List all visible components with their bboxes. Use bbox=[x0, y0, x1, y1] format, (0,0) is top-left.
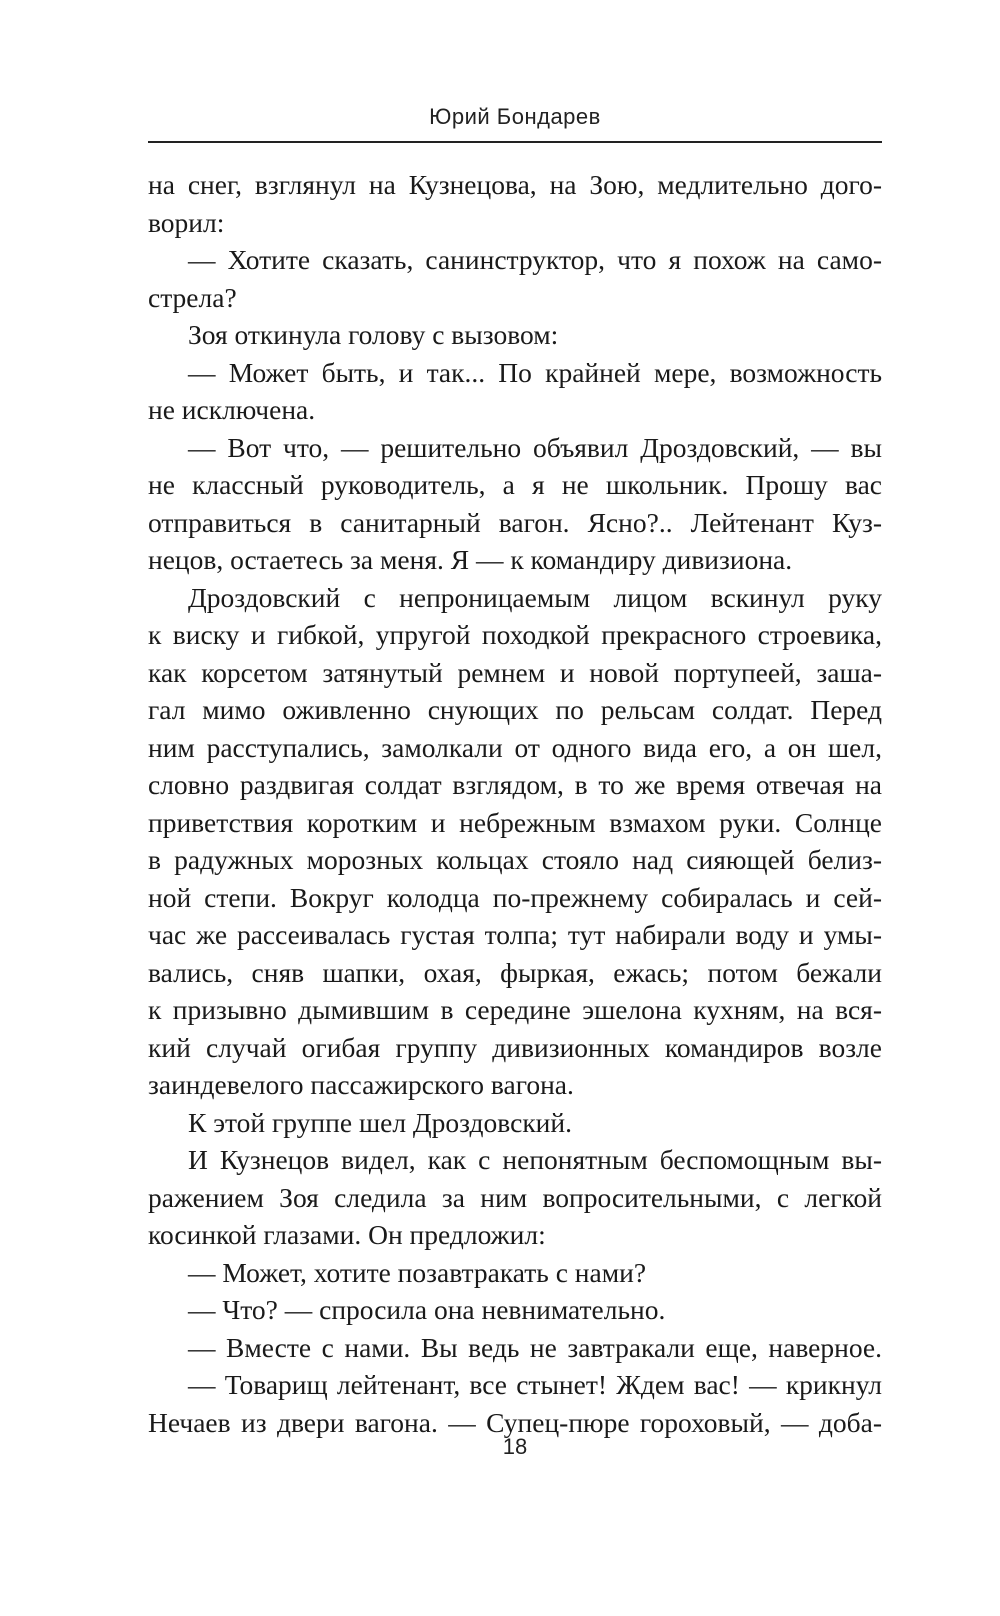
running-head-author: Юрий Бондарев bbox=[429, 104, 601, 129]
page-body-text bbox=[148, 166, 882, 1441]
text-line: — Вместе с нами. Вы ведь не завтракали еще, наверное. bbox=[188, 1331, 882, 1363]
text-line: — Товарищ лейтенант, все стынет! Ждем вас! — крикнул bbox=[188, 1369, 882, 1400]
text-line: заиндевелого пассажирского вагона. bbox=[148, 1069, 574, 1100]
text-line: не классный руководитель, а я не школьник. Прошу вас bbox=[148, 469, 882, 500]
text-line: час же рассеивалась густая толпа; тут набирали воду и умы- bbox=[148, 919, 882, 950]
text-line: не исключена. bbox=[148, 394, 316, 425]
text-line: ражением Зоя следила за ним вопросительными, с легкой bbox=[148, 1181, 882, 1213]
text-line: гал мимо оживленно снующих по рельсам солдат. Перед bbox=[148, 694, 882, 725]
text-line: Нечаев из двери вагона. — Супец-пюре гороховый, — доба- bbox=[148, 1406, 882, 1438]
page-number: 18 bbox=[502, 1434, 528, 1459]
text-line: к виску и гибкой, упругой походкой прекрасного строевика, bbox=[148, 619, 882, 650]
text-line: ним расступались, замолкали от одного вида его, а он шел, bbox=[148, 731, 882, 763]
text-line: как корсетом затянутый ремнем и новой портупеей, заша- bbox=[148, 656, 882, 688]
text-line: приветствия коротким и небрежным взмахом руки. Солнце bbox=[148, 806, 882, 838]
text-line: вались, сняв шапки, охая, фыркая, ежась; потом бежали bbox=[148, 956, 882, 988]
text-line: — Что? — спросила она невнимательно. bbox=[188, 1294, 666, 1325]
text-line: в радужных морозных кольцах стояло над сияющей белиз- bbox=[148, 844, 882, 875]
text-line: — Вот что, — решительно объявил Дроздовский, — вы bbox=[188, 431, 882, 463]
text-line: Дроздовский с непроницаемым лицом вскинул руку bbox=[188, 581, 882, 613]
text-line: ной степи. Вокруг колодца по-прежнему собиралась и сей- bbox=[148, 881, 882, 913]
text-line: к призывно дымившим в середине эшелона кухням, на вся- bbox=[148, 994, 882, 1025]
text-line: И Кузнецов видел, как с непонятным беспомощным вы- bbox=[188, 1144, 882, 1175]
text-line: словно раздвигая солдат взглядом, в то же время отвечая на bbox=[148, 769, 882, 800]
text-line: стрела? bbox=[148, 281, 237, 313]
text-line: отправиться в санитарный вагон. Ясно?.. Лейтенант Куз- bbox=[148, 506, 882, 538]
text-line: — Хотите сказать, санинструктор, что я похож на само- bbox=[188, 244, 882, 275]
text-line: косинкой глазами. Он предложил: bbox=[148, 1219, 546, 1250]
text-line: ворил: bbox=[148, 206, 225, 238]
text-line: нецов, остаетесь за меня. Я — к командиру дивизиона. bbox=[148, 544, 793, 575]
text-line: кий случай огибая группу дивизионных командиров возле bbox=[148, 1031, 882, 1063]
text-line: — Может быть, и так... По крайней мере, возможность bbox=[188, 356, 882, 388]
text-line: Зоя откинула голову с вызовом: bbox=[188, 319, 559, 350]
text-line: К этой группе шел Дроздовский. bbox=[188, 1106, 572, 1138]
text-line: на снег, взглянул на Кузнецова, на Зою, медлительно дого- bbox=[148, 169, 882, 200]
text-line: — Может, хотите позавтракать с нами? bbox=[188, 1256, 647, 1288]
header-rule bbox=[148, 141, 882, 143]
